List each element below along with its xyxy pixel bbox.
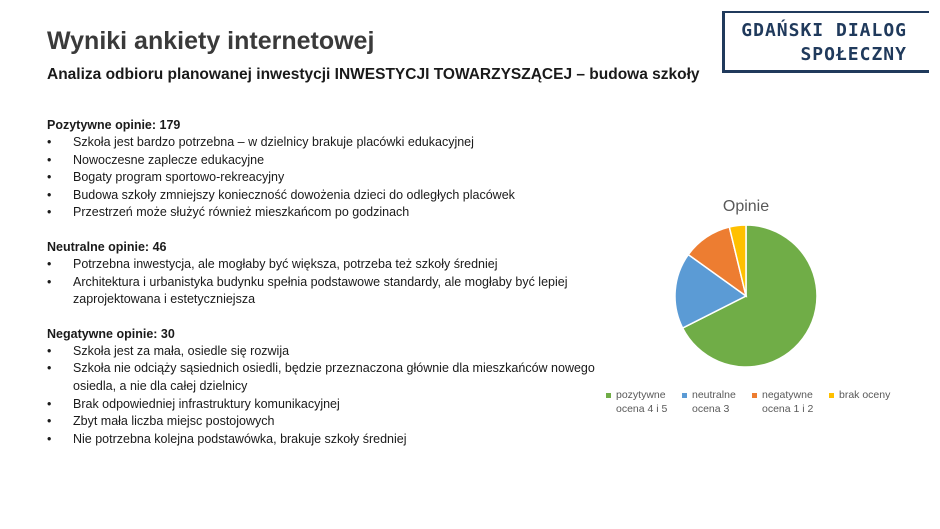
neutral-items — [47, 256, 607, 309]
legend-label: brak oceny — [839, 389, 891, 401]
list-item: • Nie potrzebna kolejna podstawówka, brakuje szkoły średniej — [47, 431, 607, 449]
list-item: • Szkoła nie odciąży sąsiednich osiedli, będzie przeznaczona głównie dla mieszkańców nowego osiedla, a nie dla całej dzielnicy — [47, 360, 607, 395]
neutral-section — [47, 238, 607, 309]
list-item: • Szkoła jest bardzo potrzebna – w dzielnicy brakuje placówki edukacyjnej — [47, 134, 607, 152]
legend-swatch — [752, 393, 757, 398]
logo — [722, 11, 929, 73]
legend-swatch — [682, 393, 687, 398]
legend-label: neutralne ocena 3 — [692, 389, 736, 415]
opinions-pie-chart — [600, 190, 900, 430]
list-item: • Architektura i urbanistyka budynku spełnia podstawowe standardy, ale mogłaby być lepiej zaprojektowana i estetyczniejsza — [47, 274, 607, 309]
list-item: • Przestrzeń może służyć również mieszkańcom po godzinach — [47, 204, 607, 222]
list-item: • Zbyt mała liczba miejsc postojowych — [47, 413, 607, 431]
chart-title: Opinie — [722, 198, 770, 215]
list-item: • Bogaty program sportowo-rekreacyjny — [47, 169, 607, 187]
pie-chart-svg — [600, 190, 900, 385]
list-item: • Nowoczesne zaplecze edukacyjne — [47, 152, 607, 170]
list-item: • Szkoła jest za mała, osiedle się rozwija — [47, 343, 607, 361]
logo-line-2: SPOŁECZNY — [800, 44, 907, 65]
negative-items — [47, 343, 607, 449]
negative-section — [47, 325, 607, 449]
opinions-list — [47, 116, 607, 464]
positive-section — [47, 116, 607, 222]
logo-line-1: GDAŃSKI DIALOG — [741, 20, 907, 41]
page-title: Wyniki ankiety internetowej — [47, 27, 375, 55]
neutral-heading: Neutralne opinie: 46 — [47, 239, 167, 254]
legend-swatch — [829, 393, 834, 398]
legend-swatch — [606, 393, 611, 398]
list-item: • Budowa szkoły zmniejszy konieczność dowożenia dzieci do odległych placówek — [47, 187, 607, 205]
legend-label: negatywne ocena 1 i 2 — [762, 389, 814, 415]
list-item: • Potrzebna inwestycja, ale mogłaby być większa, potrzeba też szkoły średniej — [47, 256, 607, 274]
legend-label: pozytywne ocena 4 i 5 — [616, 389, 668, 415]
list-item: • Brak odpowiedniej infrastruktury komunikacyjnej — [47, 396, 607, 414]
positive-items — [47, 134, 607, 222]
negative-heading: Negatywne opinie: 30 — [47, 326, 175, 341]
page-subtitle: Analiza odbioru planowanej inwestycji INWESTYCJI TOWARZYSZĄCEJ – budowa szkoły — [47, 66, 700, 83]
positive-heading: Pozytywne opinie: 179 — [47, 118, 181, 132]
